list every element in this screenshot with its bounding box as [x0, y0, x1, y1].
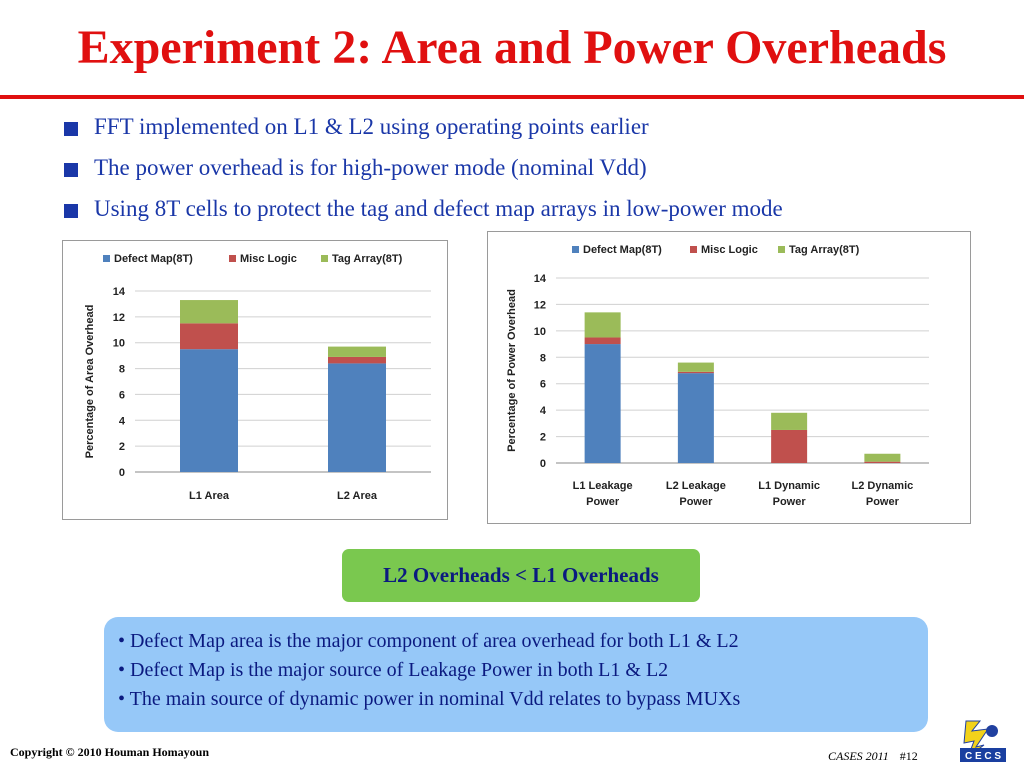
bullet-text: The power overhead is for high-power mode (nominal Vdd) — [94, 155, 647, 180]
y-tick-label: 4 — [539, 405, 546, 418]
y-tick-label: 0 — [539, 458, 546, 470]
y-tick-label: 10 — [112, 337, 125, 350]
legend-label: Defect Map(8T) — [114, 253, 193, 265]
page-number: #12 — [899, 749, 918, 763]
square-bullet-icon — [64, 163, 78, 177]
bar-segment — [678, 373, 714, 463]
copyright-text: Copyright © 2010 Houman Homayoun — [10, 745, 209, 759]
square-bullet-icon — [64, 204, 78, 218]
legend-label: Misc Logic — [701, 244, 758, 256]
title-divider — [0, 95, 1024, 99]
y-tick-label: 12 — [112, 311, 125, 324]
bar-segment — [585, 337, 621, 344]
bar-segment — [328, 363, 386, 472]
category-label: L1 Leakage — [572, 480, 633, 492]
bar-segment — [771, 430, 807, 463]
cecs-logo — [958, 717, 1008, 763]
bar-segment — [585, 344, 621, 463]
y-tick-label: 0 — [118, 467, 125, 479]
legend-swatch — [321, 255, 328, 262]
category-label: L1 Dynamic — [758, 480, 820, 492]
y-tick-label: 8 — [539, 352, 546, 365]
bar-segment — [328, 347, 386, 357]
slide-title: Experiment 2: Area and Power Overheads — [77, 21, 947, 74]
note-line: • The main source of dynamic power in nominal Vdd relates to bypass MUXs — [118, 688, 741, 710]
square-bullet-icon — [64, 122, 78, 136]
bar-segment — [180, 323, 238, 349]
category-label: Power — [586, 496, 620, 508]
bullet-text: FFT implemented on L1 & L2 using operating points earlier — [94, 114, 649, 139]
y-tick-label: 6 — [539, 378, 546, 391]
legend-swatch — [572, 246, 579, 253]
y-tick-label: 14 — [112, 286, 125, 298]
y-tick-label: 4 — [118, 415, 125, 428]
note-line: • Defect Map is the major source of Leakage Power in both L1 & L2 — [118, 659, 669, 681]
legend-label: Tag Array(8T) — [332, 253, 403, 265]
bar-segment — [180, 300, 238, 323]
y-axis-label: Percentage of Area Overhead — [84, 304, 96, 459]
notes-box — [104, 617, 928, 732]
callout-box: L2 Overheads < L1 Overheads — [342, 549, 700, 602]
y-tick-label: 12 — [533, 299, 546, 312]
legend-label: Defect Map(8T) — [583, 244, 662, 256]
bullet-item — [62, 155, 783, 196]
category-label: L2 Leakage — [665, 480, 726, 492]
power-overhead-chart-frame — [487, 231, 971, 524]
area-overhead-chart-frame — [62, 240, 448, 520]
bullet-text: Using 8T cells to protect the tag and defect map arrays in low-power mode — [94, 196, 783, 221]
y-tick-label: 6 — [118, 389, 125, 402]
legend-label: Tag Array(8T) — [789, 244, 860, 256]
y-tick-label: 8 — [118, 363, 125, 376]
legend-swatch — [690, 246, 697, 253]
bar-segment — [771, 413, 807, 430]
y-tick-label: 2 — [539, 431, 546, 444]
category-label: L1 Area — [189, 490, 229, 502]
bar-segment — [864, 462, 900, 463]
bullet-list — [62, 114, 783, 237]
category-label: Power — [679, 496, 713, 508]
bar-segment — [678, 372, 714, 373]
category-label: Power — [772, 496, 806, 508]
bar-segment — [328, 357, 386, 363]
bar-segment — [180, 349, 238, 472]
y-axis-label: Percentage of Power Overhead — [506, 289, 518, 452]
bar-segment — [585, 312, 621, 337]
note-line: • Defect Map area is the major component of area overhead for both L1 & L2 — [118, 630, 739, 652]
category-label: L2 Dynamic — [851, 480, 914, 492]
category-label: L2 Area — [337, 490, 377, 502]
conference-name: CASES 2011 — [828, 749, 889, 763]
y-tick-label: 2 — [118, 441, 125, 454]
y-tick-label: 10 — [533, 325, 546, 338]
bullet-item — [62, 114, 783, 155]
legend-label: Misc Logic — [240, 253, 297, 265]
logo-text: C E C S — [964, 751, 1002, 762]
category-label: Power — [865, 496, 899, 508]
footer-info — [828, 749, 918, 764]
y-tick-label: 14 — [533, 273, 546, 285]
bar-segment — [864, 454, 900, 462]
legend-swatch — [103, 255, 110, 262]
area-overhead-chart — [63, 241, 447, 519]
legend-swatch — [778, 246, 785, 253]
bar-segment — [678, 363, 714, 372]
legend-swatch — [229, 255, 236, 262]
power-overhead-chart — [488, 232, 970, 523]
